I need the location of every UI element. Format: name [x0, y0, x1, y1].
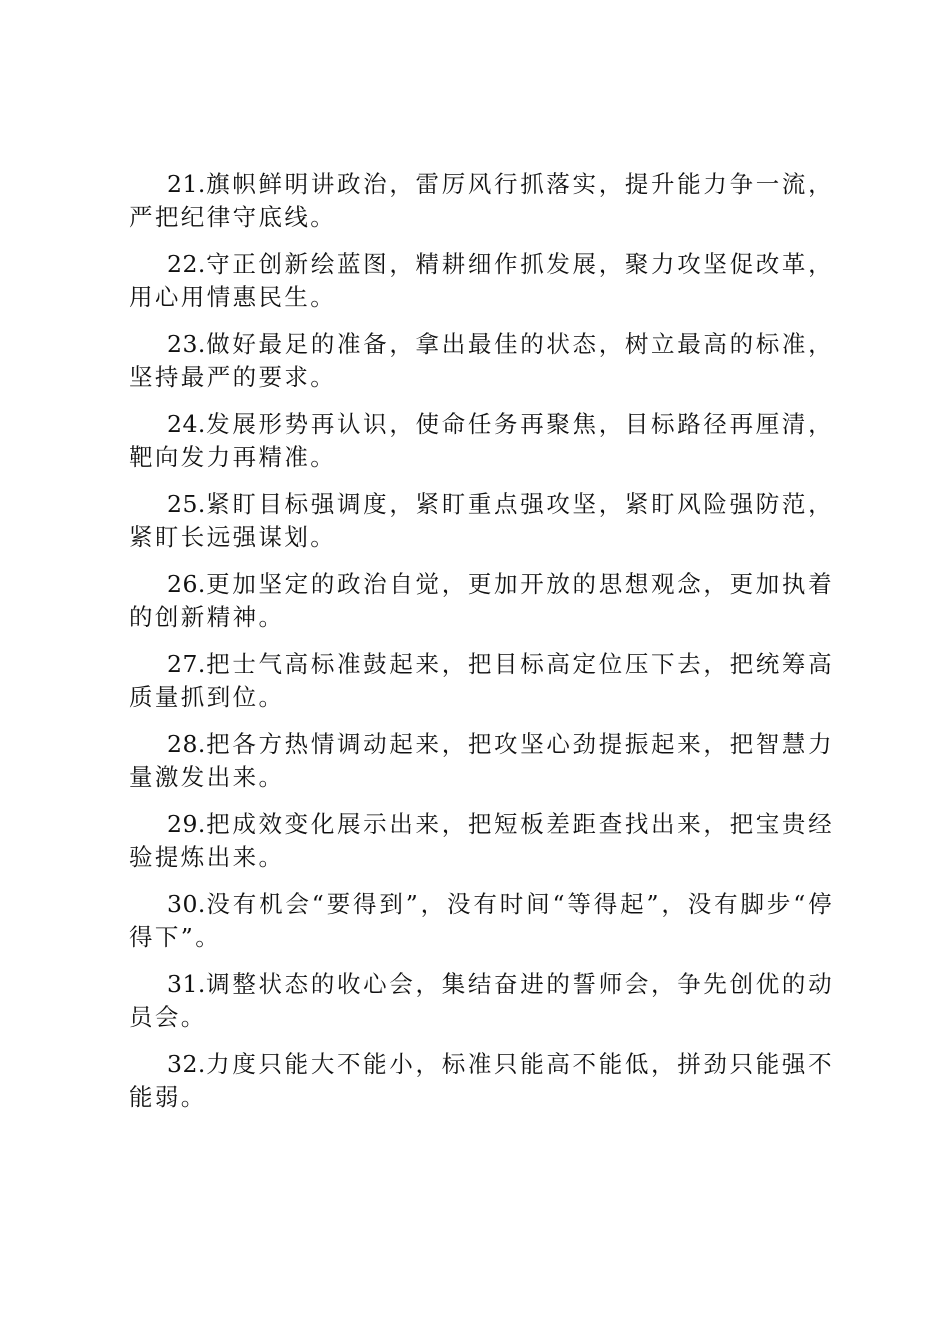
paragraph-number: 23.: [167, 330, 206, 358]
paragraph-text: 把各方热情调动起来，把攻坚心劲提振起来，把智慧力量激发出来。: [129, 730, 834, 791]
paragraph-number: 30.: [167, 890, 206, 918]
paragraph-number: 26.: [167, 570, 206, 598]
paragraph-text: 发展形势再认识，使命任务再聚焦，目标路径再厘清，靶向发力再精准。: [129, 410, 834, 471]
paragraph-26: [129, 568, 834, 634]
paragraph-number: 24.: [167, 410, 206, 438]
paragraph-text: 守正创新绘蓝图，精耕细作抓发展，聚力攻坚促改革，用心用情惠民生。: [129, 250, 834, 311]
paragraph-24: [129, 408, 834, 474]
paragraph-number: 29.: [167, 810, 206, 838]
paragraph-text: 把成效变化展示出来，把短板差距查找出来，把宝贵经验提炼出来。: [129, 810, 834, 871]
paragraph-text: 把士气高标准鼓起来，把目标高定位压下去，把统筹高质量抓到位。: [129, 650, 834, 711]
document-body: [129, 168, 834, 1128]
paragraph-text: 旗帜鲜明讲政治，雷厉风行抓落实，提升能力争一流，严把纪律守底线。: [129, 170, 834, 231]
paragraph-30: [129, 888, 834, 954]
paragraph-number: 22.: [167, 250, 206, 278]
paragraph-31: [129, 968, 834, 1034]
paragraph-number: 25.: [167, 490, 206, 518]
paragraph-27: [129, 648, 834, 714]
paragraph-number: 32.: [167, 1050, 206, 1078]
paragraph-text: 调整状态的收心会，集结奋进的誓师会，争先创优的动员会。: [129, 970, 834, 1031]
paragraph-23: [129, 328, 834, 394]
paragraph-number: 28.: [167, 730, 206, 758]
paragraph-text: 紧盯目标强调度，紧盯重点强攻坚，紧盯风险强防范，紧盯长远强谋划。: [129, 490, 834, 551]
paragraph-text: 力度只能大不能小，标准只能高不能低，拼劲只能强不能弱。: [129, 1050, 834, 1111]
paragraph-number: 31.: [167, 970, 206, 998]
paragraph-number: 21.: [167, 170, 206, 198]
paragraph-25: [129, 488, 834, 554]
paragraph-number: 27.: [167, 650, 206, 678]
paragraph-text: 做好最足的准备，拿出最佳的状态，树立最高的标准，坚持最严的要求。: [129, 330, 834, 391]
paragraph-text: 更加坚定的政治自觉，更加开放的思想观念，更加执着的创新精神。: [129, 570, 834, 631]
paragraph-29: [129, 808, 834, 874]
paragraph-28: [129, 728, 834, 794]
paragraph-32: [129, 1048, 834, 1114]
paragraph-22: [129, 248, 834, 314]
paragraph-21: [129, 168, 834, 234]
paragraph-text: 没有机会“要得到”，没有时间“等得起”，没有脚步“停得下”。: [129, 890, 834, 951]
